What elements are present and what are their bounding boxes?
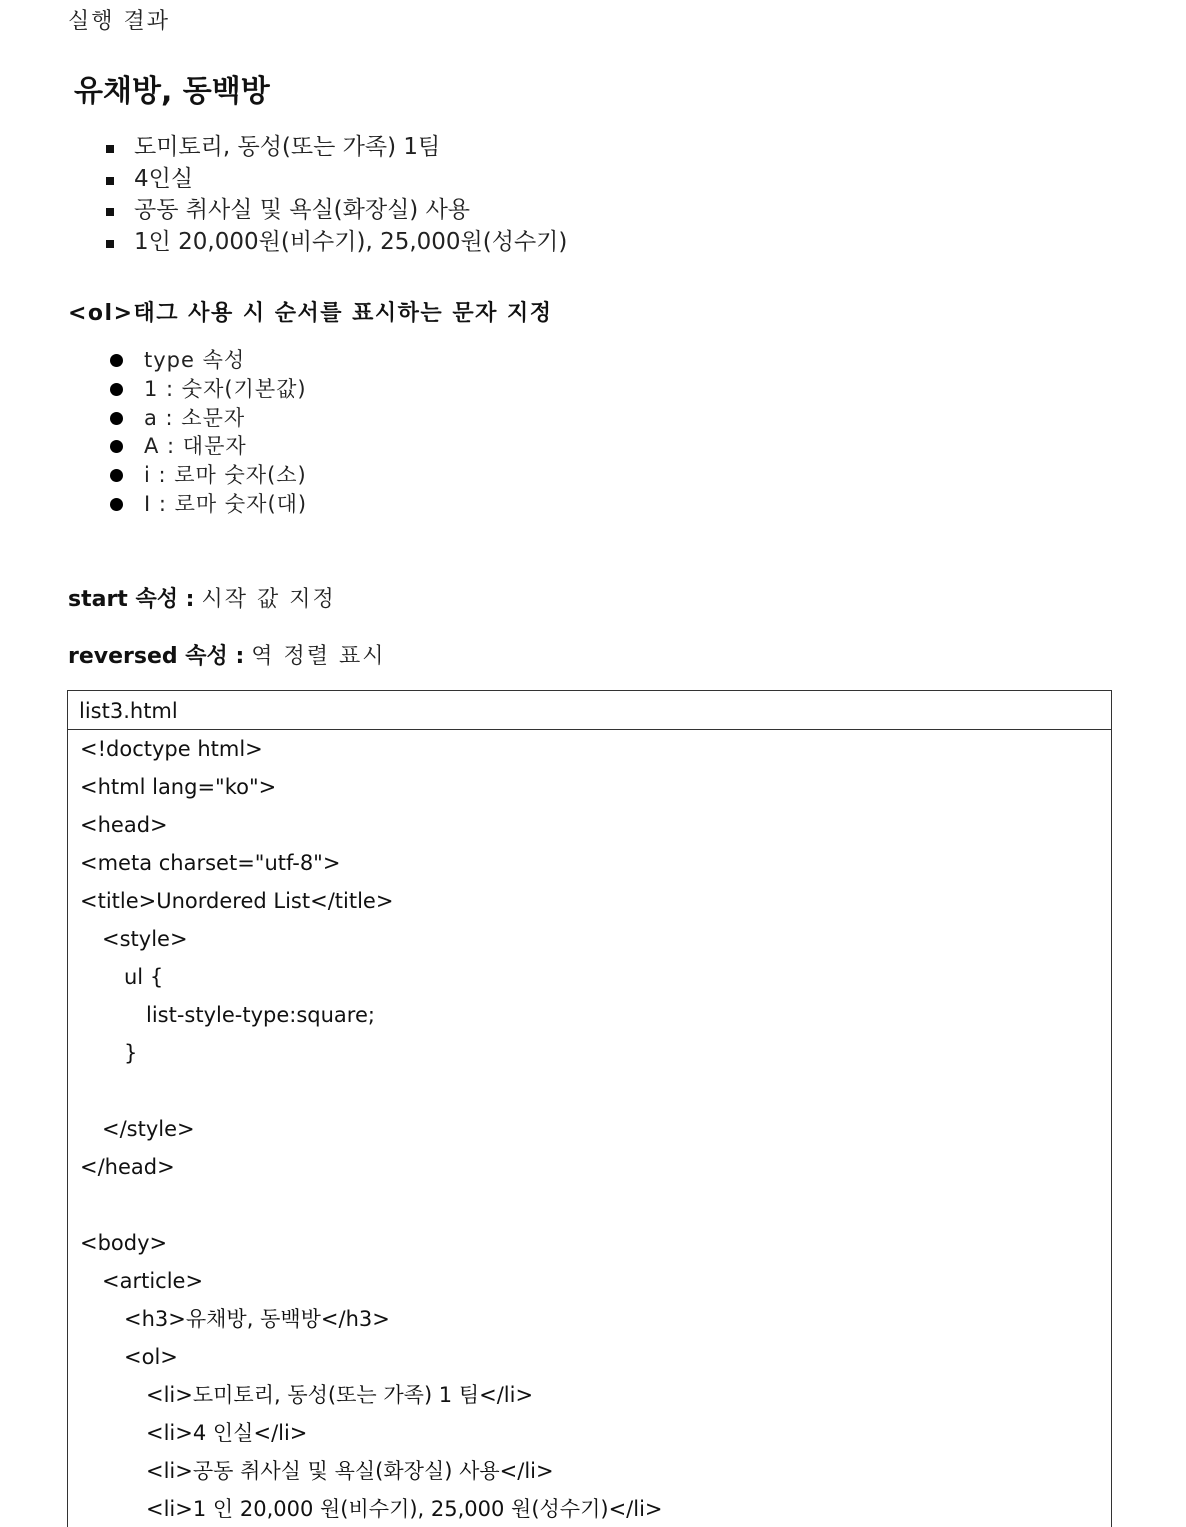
round-bullet-icon [110, 412, 123, 425]
reversed-attribute-label: reversed 속성 : [68, 644, 245, 669]
start-attribute-desc: 시작 값 지정 [201, 587, 336, 612]
rendered-square-list [104, 132, 567, 258]
list-item-text: 1인 20,000원(비수기), 25,000원(성수기) [134, 228, 568, 255]
code-line: <ol> [124, 1345, 178, 1369]
code-line: <li>공동 취사실 및 욕실(화장실) 사용</li> [146, 1459, 554, 1483]
list-item [104, 164, 567, 196]
round-bullet-icon [110, 498, 123, 511]
code-line: <body> [80, 1231, 168, 1255]
square-bullet-icon [106, 145, 114, 153]
code-line [68, 1072, 1111, 1110]
start-attribute-label: start 속성 : [68, 587, 195, 612]
list-item [108, 432, 307, 461]
code-line: <title>Unordered List</title> [80, 889, 394, 913]
code-filename: list3.html [68, 691, 1111, 730]
code-line: <head> [80, 813, 168, 837]
code-line: <h3>유채방, 동백방</h3> [124, 1307, 390, 1331]
list-item-text: 공동 취사실 및 욕실(화장실) 사용 [134, 197, 471, 223]
type-attribute-list [108, 346, 307, 519]
list-item [104, 195, 567, 227]
list-item-text: A : 대문자 [144, 434, 247, 459]
start-attribute-line [68, 582, 336, 613]
code-line: <li>도미토리, 동성(또는 가족) 1 팀</li> [146, 1383, 534, 1407]
code-line: </head> [80, 1155, 175, 1179]
round-bullet-icon [110, 440, 123, 453]
square-bullet-icon [106, 240, 114, 248]
list-item [108, 490, 307, 519]
code-line: ul { [124, 965, 164, 989]
code-line: </style> [102, 1117, 195, 1141]
square-bullet-icon [106, 208, 114, 216]
round-bullet-icon [110, 354, 123, 367]
code-line: <meta charset="utf-8"> [80, 851, 341, 875]
code-line: <html lang="ko"> [80, 775, 277, 799]
list-item-text: 4인실 [134, 165, 194, 192]
code-line: <li>4 인실</li> [146, 1421, 308, 1445]
list-item [104, 132, 567, 164]
list-item [108, 461, 307, 490]
list-item-text: a : 소문자 [144, 405, 246, 430]
list-item-text: 도미토리, 동성(또는 가족) 1팀 [134, 134, 441, 160]
list-item-text: type 속성 [144, 348, 246, 372]
code-line: } [124, 1041, 138, 1065]
rendered-h3-title: 유채방, 동백방 [74, 74, 270, 109]
section-heading: 실행 결과 [68, 9, 171, 34]
list-item [108, 404, 307, 433]
list-item [108, 375, 307, 404]
list-item [108, 346, 307, 375]
code-line: list-style-type:square; [146, 1003, 375, 1027]
code-line: <article> [102, 1269, 204, 1293]
code-line: <!doctype html> [80, 737, 263, 761]
list-item [104, 227, 567, 259]
code-line [68, 1186, 1111, 1224]
square-bullet-icon [106, 177, 114, 185]
reversed-attribute-desc: 역 정렬 표시 [251, 644, 386, 669]
code-lines [68, 730, 1111, 1527]
code-line: <li>1 인 20,000 원(비수기), 25,000 원(성수기)</li> [146, 1497, 663, 1521]
round-bullet-icon [110, 469, 123, 482]
round-bullet-icon [110, 383, 123, 396]
code-listing-box [67, 690, 1112, 1527]
ol-type-heading: <ol>태그 사용 시 순서를 표시하는 문자 지정 [68, 301, 553, 326]
list-item-text: i : 로마 숫자(소) [144, 463, 307, 488]
code-line: <style> [102, 927, 188, 951]
reversed-attribute-line [68, 639, 386, 670]
list-item-text: 1 : 숫자(기본값) [144, 376, 307, 401]
list-item-text: I : 로마 숫자(대) [144, 491, 308, 516]
